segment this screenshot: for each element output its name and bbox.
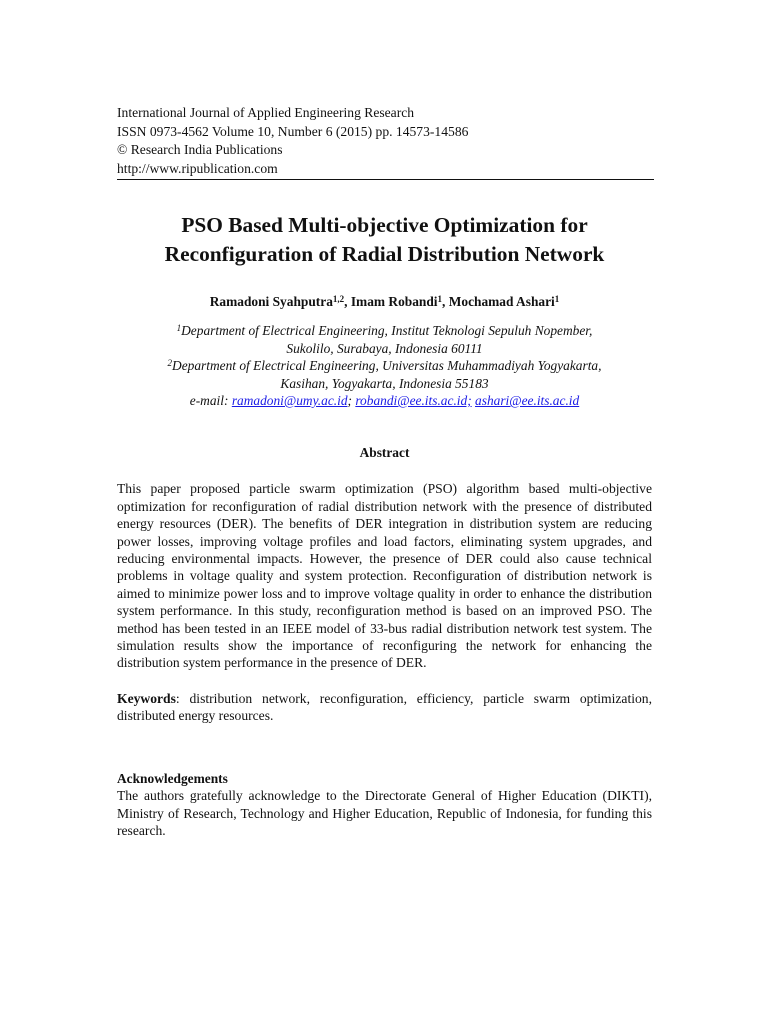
email-separator: ; — [347, 393, 356, 408]
email-link-robandi[interactable]: robandi@ee.its.ac.id; — [355, 393, 472, 408]
paper-page — [117, 104, 652, 839]
acknowledgements-heading: Acknowledgements — [117, 770, 228, 786]
journal-issn: ISSN 0973-4562 Volume 10, Number 6 (2015) pp. 14573-14586 — [117, 123, 469, 139]
affiliation-2-line-1 — [117, 357, 652, 374]
paper-title-line-1: PSO Based Multi-objective Optimization for — [181, 213, 588, 238]
email-link-ashari[interactable]: ashari@ee.its.ac.id — [475, 393, 580, 408]
affiliation-1-line-2: Sukolilo, Surabaya, Indonesia 60111 — [286, 340, 483, 356]
keywords-label: Keywords — [117, 690, 176, 706]
paper-title-line-2: Reconfiguration of Radial Distribution Network — [164, 241, 605, 266]
affiliation-mark: 1 — [176, 323, 182, 334]
journal-publisher: © Research India Publications — [117, 142, 283, 158]
journal-name: International Journal of Applied Engineering Research — [117, 105, 415, 120]
affiliation-1-line-1 — [117, 322, 652, 339]
author-list — [117, 293, 652, 311]
header-divider — [117, 179, 654, 180]
author-affiliation-mark: 1,2 — [332, 294, 345, 305]
abstract-body: This paper proposed particle swarm optimization (PSO) algorithm based multi-objective optimization for reconfiguration of radial distribution network with the presence of distributed energy resources (DER). The benefits of DER integration in distribution system are reducing power losses, improving voltage profiles and load factors, eliminating system upgrades, and reducing environmental impacts. However, the presence of DER could also cause technical problems in voltage quality and system protection. Reconfiguration of distribution network is aimed to minimize power loss and to improve voltage quality in order to enhance the distribution system performance. In this study, reconfiguration method is based on an improved PSO. The method has been tested in an IEEE model of 33-bus radial distribution network test system. The simulation results show the importance of reconfiguring the network for enhancing the distribution system performance in the presence of DER. — [117, 481, 652, 671]
paper-title — [117, 211, 652, 268]
author-affiliation-mark: 1 — [554, 294, 560, 305]
abstract-heading: Abstract — [359, 445, 410, 461]
email-line — [117, 392, 652, 409]
keywords — [117, 690, 652, 725]
author-name: Ramadoni Syahputra — [209, 294, 333, 310]
affiliation-text: Department of Electrical Engineering, Institut Teknologi Sepuluh Nopember, — [181, 323, 593, 339]
affiliation-text: Department of Electrical Engineering, Universitas Muhammadiyah Yogyakarta, — [172, 358, 602, 374]
email-link-ramadoni[interactable]: ramadoni@umy.ac.id — [231, 393, 348, 408]
email-label: e-mail: — [189, 393, 232, 408]
author-separator: , — [344, 294, 351, 310]
affiliation-2-line-2: Kasihan, Yogyakarta, Indonesia 55183 — [280, 375, 489, 391]
acknowledgements-body: The authors gratefully acknowledge to the Directorate General of Higher Education (DIKTI), Ministry of Research, Technology and Higher Education, Republic of Indonesia, for funding this research. — [117, 788, 652, 838]
affiliations — [117, 322, 652, 409]
author-affiliation-mark: 1 — [437, 294, 443, 305]
keywords-text: : distribution network, reconfiguration, efficiency, particle swarm optimization, distributed energy resources. — [117, 690, 652, 724]
author-name: Imam Robandi — [350, 294, 438, 310]
journal-header — [117, 104, 652, 178]
journal-url: http://www.ripublication.com — [117, 160, 278, 176]
affiliation-mark: 2 — [167, 358, 173, 369]
author-name: Mochamad Ashari — [448, 294, 555, 310]
author-separator: , — [442, 294, 449, 310]
